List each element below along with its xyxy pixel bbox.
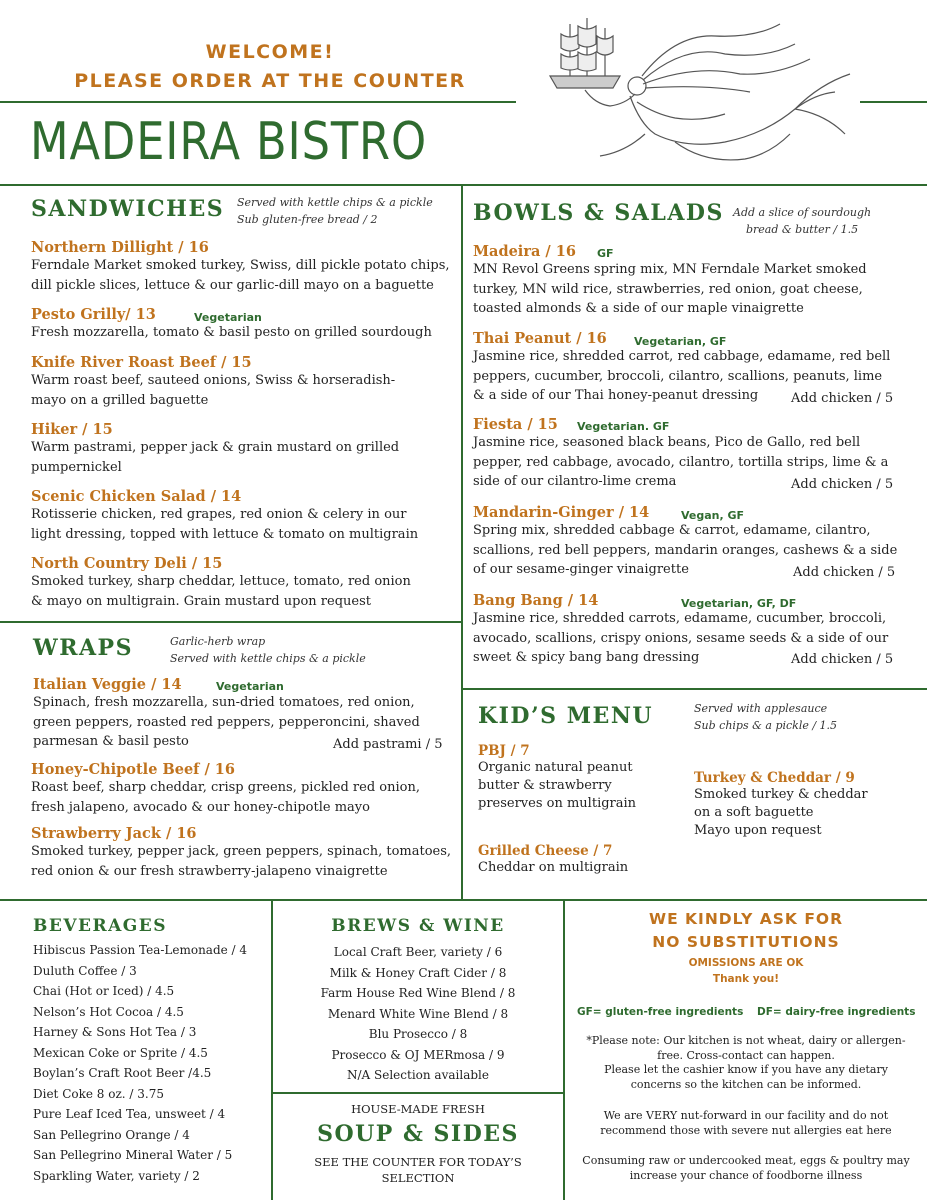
list-item: Hibiscus Passion Tea-Lemonade / 4 bbox=[33, 943, 248, 957]
menu-item bbox=[31, 761, 456, 817]
nut-note bbox=[565, 1109, 927, 1138]
item-name: Fiesta / 15 bbox=[473, 416, 558, 433]
menu-item bbox=[31, 421, 456, 477]
note-line: Please let the cashier know if you have any dietary bbox=[604, 1063, 888, 1076]
divider bbox=[461, 184, 463, 900]
sandwiches-note bbox=[237, 194, 433, 228]
item-desc-line: avocado, scallions, crispy onions, sesame seeds & a side of our bbox=[473, 630, 889, 646]
item-desc-line: peppers, cucumber, broccoli, cilantro, scallions, peanuts, lime bbox=[473, 368, 883, 384]
list-item: Local Craft Beer, variety / 6 bbox=[333, 945, 503, 959]
item-desc-line: Smoked turkey & cheddar bbox=[694, 787, 868, 802]
list-item: Mexican Coke or Sprite / 4.5 bbox=[33, 1045, 208, 1060]
item-desc-line: of our sesame-ginger vinaigrette bbox=[473, 562, 689, 577]
item-desc-line: red onion & our fresh strawberry-jalapeno vinaigrette bbox=[31, 863, 388, 879]
divider bbox=[0, 621, 462, 623]
addon-price: Add chicken / 5 bbox=[791, 391, 894, 406]
menu-item bbox=[31, 488, 456, 544]
item-desc-line: Jasmine rice, shredded carrot, red cabbage, edamame, red bell bbox=[473, 349, 891, 364]
menu-item bbox=[478, 843, 688, 877]
welcome-line-1: WELCOME! bbox=[205, 41, 335, 63]
note-line: Consuming raw or undercooked meat, eggs & poultry may bbox=[582, 1154, 910, 1167]
item-desc-line: MN Revol Greens spring mix, MN Ferndale Market smoked bbox=[473, 262, 867, 277]
kids-note-2: Sub chips & a pickle / 1.5 bbox=[694, 719, 838, 732]
divider bbox=[461, 688, 927, 690]
list-item: N/A Selection available bbox=[347, 1068, 489, 1082]
kids-note bbox=[694, 700, 837, 734]
note-line: free. Cross-contact can happen. bbox=[657, 1048, 835, 1062]
dietary-tag: GF bbox=[597, 247, 614, 260]
dietary-tag: Vegan, GF bbox=[681, 509, 745, 522]
menu-item bbox=[473, 243, 923, 319]
list-item: Farm House Red Wine Blend / 8 bbox=[320, 986, 516, 1000]
item-name: Bang Bang / 14 bbox=[473, 592, 599, 609]
item-name: Strawberry Jack / 16 bbox=[31, 825, 197, 842]
wraps-note bbox=[170, 633, 366, 667]
thanks-text: Thank you! bbox=[712, 973, 780, 985]
brews-title: BREWS & WINE bbox=[331, 916, 505, 936]
item-desc-line: butter & strawberry bbox=[478, 778, 612, 793]
soup-note bbox=[273, 1154, 563, 1186]
item-desc-line: Organic natural peanut bbox=[478, 760, 633, 775]
bowls-title: BOWLS & SALADS bbox=[473, 200, 724, 226]
sandwiches-note-2: Sub gluten-free bread / 2 bbox=[237, 213, 378, 226]
list-item: San Pellegrino Orange / 4 bbox=[33, 1127, 190, 1142]
dietary-tag: Vegetarian bbox=[194, 311, 262, 324]
item-desc-line: mayo on a grilled baguette bbox=[31, 392, 209, 408]
item-desc-line: Cheddar on multigrain bbox=[478, 860, 629, 875]
item-desc-line: pumpernickel bbox=[31, 459, 122, 475]
list-item: Chai (Hot or Iced) / 4.5 bbox=[33, 984, 175, 998]
soup-title: SOUP & SIDES bbox=[317, 1121, 519, 1147]
wraps-title: WRAPS bbox=[33, 635, 133, 661]
list-item: Blu Prosecco / 8 bbox=[368, 1027, 468, 1041]
raw-food-note bbox=[565, 1154, 927, 1183]
soup-note-2: SELECTION bbox=[381, 1171, 455, 1185]
item-name: Knife River Roast Beef / 15 bbox=[31, 354, 252, 371]
list-item: Sparkling Water, variety / 2 bbox=[33, 1168, 200, 1183]
item-name: Italian Veggie / 14 bbox=[33, 676, 182, 693]
item-name: Turkey & Cheddar / 9 bbox=[694, 770, 855, 786]
list-item: Prosecco & OJ MERmosa / 9 bbox=[331, 1047, 505, 1062]
policy-heading bbox=[565, 908, 927, 954]
item-desc-line: scallions, red bell peppers, mandarin oranges, cashews & a side bbox=[473, 542, 898, 558]
wraps-note-1: Garlic-herb wrap bbox=[170, 635, 266, 648]
welcome-line-2: PLEASE ORDER AT THE COUNTER bbox=[74, 70, 466, 92]
bowls-note-2: bread & butter / 1.5 bbox=[745, 223, 859, 236]
mermaid-holding-ship-icon bbox=[525, 14, 860, 179]
list-item: Milk & Honey Craft Cider / 8 bbox=[329, 965, 507, 980]
omissions-text: OMISSIONS ARE OK bbox=[688, 957, 804, 969]
bowls-note bbox=[733, 204, 871, 238]
policy-sub bbox=[565, 955, 927, 987]
note-line: *Please note: Our kitchen is not wheat, dairy or allergen- bbox=[586, 1034, 906, 1047]
brews-list bbox=[273, 942, 563, 1086]
item-name: Hiker / 15 bbox=[31, 421, 113, 438]
welcome-heading bbox=[30, 38, 510, 96]
dietary-tag: Vegetarian, GF bbox=[634, 335, 727, 348]
item-name: Thai Peanut / 16 bbox=[473, 330, 607, 347]
soup-note-1: SEE THE COUNTER FOR TODAY’S bbox=[314, 1155, 522, 1169]
df-legend: DF= dairy-free ingredients bbox=[757, 1006, 916, 1018]
item-name: PBJ / 7 bbox=[478, 743, 530, 759]
item-name: Madeira / 16 bbox=[473, 243, 576, 260]
note-line: We are VERY nut-forward in our facility and do not bbox=[603, 1109, 889, 1122]
sandwiches-title: SANDWICHES bbox=[31, 196, 225, 222]
item-desc-line: Smoked turkey, pepper jack, green peppers, spinach, tomatoes, bbox=[31, 844, 452, 859]
menu-item bbox=[31, 239, 456, 295]
item-desc-line: dill pickle slices, lettuce & our garlic-dill mayo on a baguette bbox=[31, 277, 434, 293]
brand-title: MADEIRA BISTRO bbox=[30, 112, 428, 172]
allergen-note bbox=[565, 1034, 927, 1092]
divider bbox=[0, 101, 516, 103]
list-item: Nelson’s Hot Cocoa / 4.5 bbox=[33, 1004, 184, 1019]
list-item: Diet Coke 8 oz. / 3.75 bbox=[33, 1086, 164, 1101]
item-desc-line: sweet & spicy bang bang dressing bbox=[473, 650, 700, 665]
item-desc-line: Jasmine rice, shredded carrots, edamame, cucumber, broccoli, bbox=[473, 611, 887, 626]
list-item: Duluth Coffee / 3 bbox=[33, 963, 137, 978]
divider bbox=[0, 899, 927, 901]
item-desc-line: Warm pastrami, pepper jack & grain mustard on grilled bbox=[31, 440, 400, 455]
note-line: recommend those with severe nut allergies eat here bbox=[600, 1123, 892, 1137]
sandwiches-note-1: Served with kettle chips & a pickle bbox=[237, 196, 433, 209]
addon-price: Add chicken / 5 bbox=[791, 652, 894, 667]
item-name: North Country Deli / 15 bbox=[31, 555, 223, 572]
item-desc-line: Spinach, fresh mozzarella, sun-dried tomatoes, red onion, bbox=[33, 695, 415, 710]
policy-line-1: WE KINDLY ASK FOR bbox=[648, 910, 844, 928]
item-desc-line: & mayo on multigrain. Grain mustard upon request bbox=[31, 593, 371, 609]
menu-item bbox=[31, 825, 456, 881]
item-desc-line: Warm roast beef, sauteed onions, Swiss & horseradish- bbox=[31, 373, 396, 388]
item-name: Pesto Grilly/ 13 bbox=[31, 306, 156, 323]
bowls-note-1: Add a slice of sourdough bbox=[733, 206, 872, 219]
item-desc-line: parmesan & basil pesto bbox=[33, 734, 189, 749]
addon-price: Add chicken / 5 bbox=[793, 565, 896, 580]
item-desc-line: turkey, MN wild rice, strawberries, red onion, goat cheese, bbox=[473, 281, 863, 297]
list-item: Pure Leaf Iced Tea, unsweet / 4 bbox=[33, 1107, 226, 1121]
item-desc-line: Spring mix, shredded cabbage & carrot, edamame, cilantro, bbox=[473, 523, 871, 538]
menu-item bbox=[478, 743, 688, 813]
kids-title: KID’S MENU bbox=[478, 703, 654, 729]
menu-item bbox=[31, 555, 456, 611]
divider bbox=[271, 1092, 564, 1094]
dietary-tag: Vegetarian, GF, DF bbox=[681, 597, 797, 610]
item-desc-line: & a side of our Thai honey-peanut dressing bbox=[473, 388, 759, 403]
note-line: concerns so the kitchen can be informed. bbox=[630, 1077, 862, 1091]
item-desc-line: light dressing, topped with lettuce & tomato on multigrain bbox=[31, 526, 419, 542]
item-desc-line: toasted almonds & a side of our maple vinaigrette bbox=[473, 301, 804, 316]
kids-note-1: Served with applesauce bbox=[694, 702, 828, 715]
beverages-list bbox=[33, 940, 247, 1186]
note-line: increase your chance of foodborne illness bbox=[629, 1168, 863, 1182]
item-name: Honey-Chipotle Beef / 16 bbox=[31, 761, 235, 778]
soup-pre: HOUSE-MADE FRESH bbox=[351, 1102, 485, 1116]
list-item: Boylan’s Craft Root Beer /4.5 bbox=[33, 1066, 212, 1080]
beverages-title: BEVERAGES bbox=[33, 916, 168, 936]
item-desc-line: Smoked turkey, sharp cheddar, lettuce, tomato, red onion bbox=[31, 574, 411, 589]
item-desc-line: Roast beef, sharp cheddar, crisp greens, pickled red onion, bbox=[31, 780, 420, 795]
item-desc-line: fresh jalapeno, avocado & our honey-chipotle mayo bbox=[31, 799, 370, 815]
item-desc-line: Mayo upon request bbox=[694, 823, 822, 838]
list-item: San Pellegrino Mineral Water / 5 bbox=[33, 1148, 233, 1162]
item-desc-line: on a soft baguette bbox=[694, 805, 814, 820]
addon-price: Add pastrami / 5 bbox=[333, 737, 443, 752]
dietary-tag: Vegetarian bbox=[216, 680, 284, 693]
item-desc-line: Jasmine rice, seasoned black beans, Pico de Gallo, red bell bbox=[473, 435, 861, 450]
policy-line-2: NO SUBSTITUTIONS bbox=[652, 933, 840, 951]
item-desc-line: pepper, red cabbage, avocado, cilantro, tortilla strips, lime & a bbox=[473, 454, 889, 470]
menu-item bbox=[694, 770, 919, 840]
divider bbox=[860, 101, 927, 103]
item-desc-line: Ferndale Market smoked turkey, Swiss, dill pickle potato chips, bbox=[31, 258, 450, 273]
item-desc-line: preserves on multigrain bbox=[478, 796, 637, 811]
item-desc-line: Fresh mozzarella, tomato & basil pesto on grilled sourdough bbox=[31, 325, 432, 340]
item-desc-line: side of our cilantro-lime crema bbox=[473, 474, 677, 489]
item-name: Grilled Cheese / 7 bbox=[478, 843, 613, 859]
divider bbox=[0, 184, 927, 186]
menu-item bbox=[31, 354, 456, 410]
list-item: Harney & Sons Hot Tea / 3 bbox=[33, 1025, 197, 1039]
item-name: Northern Dillight / 16 bbox=[31, 239, 209, 256]
wraps-note-2: Served with kettle chips & a pickle bbox=[170, 652, 366, 665]
item-name: Scenic Chicken Salad / 14 bbox=[31, 488, 242, 505]
gf-legend: GF= gluten-free ingredients bbox=[577, 1006, 744, 1018]
addon-price: Add chicken / 5 bbox=[791, 477, 894, 492]
item-desc-line: green peppers, roasted red peppers, pepperoncini, shaved bbox=[33, 714, 420, 730]
list-item: Menard White Wine Blend / 8 bbox=[327, 1006, 509, 1021]
item-desc-line: Rotisserie chicken, red grapes, red onion & celery in our bbox=[31, 507, 407, 522]
dietary-tag: Vegetarian. GF bbox=[577, 420, 670, 433]
item-name: Mandarin-Ginger / 14 bbox=[473, 504, 650, 521]
